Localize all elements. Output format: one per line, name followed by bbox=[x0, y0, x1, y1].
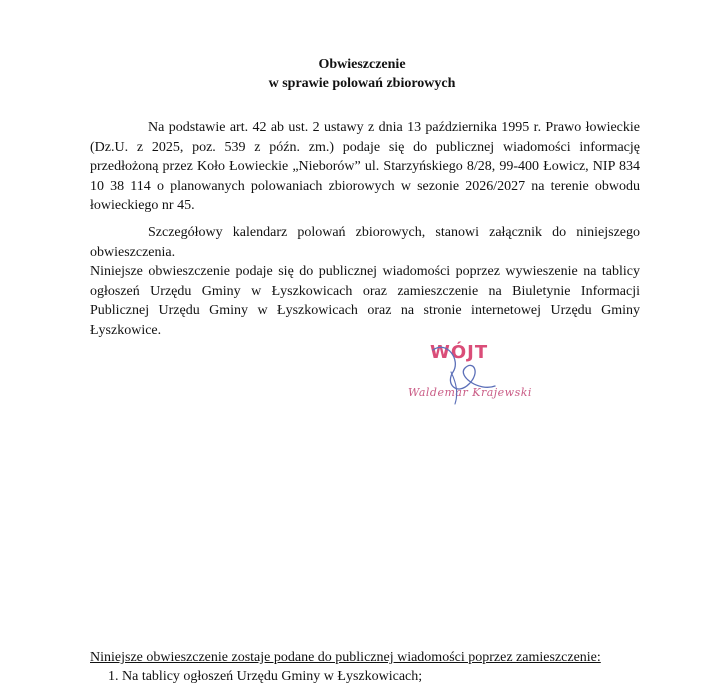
paragraph-publication: Niniejsze obwieszczenie podaje się do publicznej wiadomości poprzez wywieszenie na tablicy ogłoszeń Urzędu Gminy w Łyszkowicach oraz zamieszczenie na Biuletynie Informacji Publicznej Urzędu Gminy w Łyszkowicach oraz na stronie internetowej Urzędu Gminy Łyszkowice. bbox=[90, 264, 640, 338]
document-title bbox=[0, 55, 724, 93]
official-stamp bbox=[400, 340, 550, 420]
paragraph-calendar: Szczegółowy kalendarz polowań zbiorowych, stanowi załącznik do niniejszego obwieszczenia. bbox=[90, 225, 640, 260]
stamp-office-title: WÓJT bbox=[430, 342, 489, 363]
publication-notice: Niniejsze obwieszczenie zostaje podane do publicznej wiadomości poprzez zamieszczenie: bbox=[90, 650, 601, 665]
title-line-1: Obwieszczenie bbox=[318, 57, 406, 72]
paragraph-legal-basis: Na podstawie art. 42 ab ust. 2 ustawy z dnia 13 października 1995 r. Prawo łowieckie (Dz.U. z 2025, poz. 539 z późn. zm.) podaje się do publicznej wiadomości informację przedłożoną przez Koło Łowieckie „Nieborów” ul. Starzyńskiego 8/28, 99-400 Łowicz, NIP 834 10 38 114 o planowanych polowaniach zbiorowych w sezonie 2026/2027 na terenie obwodu łowieckiego nr 45. bbox=[90, 120, 640, 213]
title-line-2: w sprawie polowań zbiorowych bbox=[268, 76, 456, 91]
stamp-official-name: Waldemar Krajewski bbox=[408, 386, 532, 399]
publication-list-item-1: 1. Na tablicy ogłoszeń Urzędu Gminy w Łyszkowicach; bbox=[108, 669, 423, 684]
